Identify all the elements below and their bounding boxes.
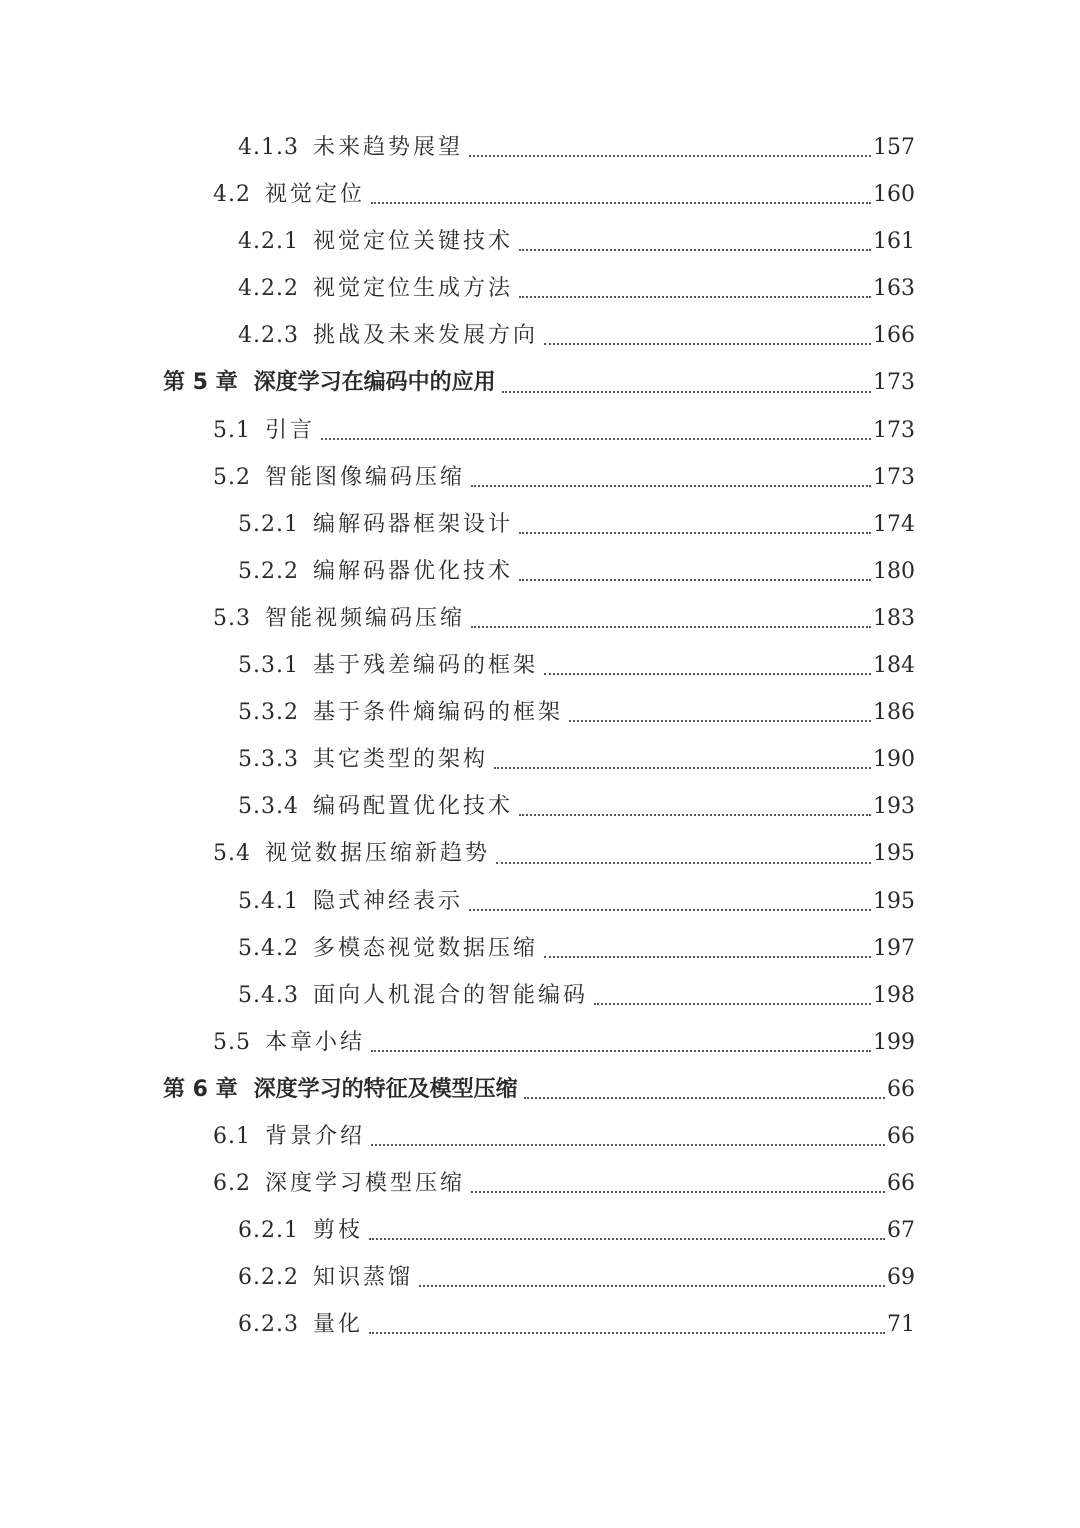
dot-leader bbox=[544, 642, 871, 689]
toc-entry-title: 未来趋势展望 bbox=[312, 135, 463, 160]
dot-leader bbox=[594, 972, 871, 1019]
dot-leader bbox=[371, 1019, 871, 1066]
toc-entry-title: 基于残差编码的框架 bbox=[312, 653, 538, 679]
toc-entry-page-number: 199 bbox=[873, 1029, 915, 1055]
toc-entry-page-number: 198 bbox=[873, 982, 915, 1008]
toc-subsection-entry bbox=[0, 1207, 1080, 1254]
toc-entry-title: 视觉数据压缩新趋势 bbox=[265, 841, 491, 867]
dot-leader bbox=[569, 689, 871, 736]
toc-subsection-entry bbox=[0, 312, 1080, 359]
dot-leader bbox=[369, 1207, 885, 1254]
toc-entry-page-number: 190 bbox=[873, 747, 915, 773]
toc-section-entry bbox=[0, 595, 1080, 642]
toc-entry-page-number: 183 bbox=[873, 605, 915, 631]
toc-section-entry bbox=[0, 1019, 1080, 1066]
toc-chapter-entry bbox=[0, 359, 1080, 406]
toc-entry-title: 知识蒸馏 bbox=[312, 1265, 413, 1291]
toc-entry-title: 其它类型的架构 bbox=[312, 747, 488, 773]
toc-section-entry bbox=[0, 1160, 1080, 1207]
toc-entry-title: 智能图像编码压缩 bbox=[265, 464, 466, 490]
dot-leader bbox=[519, 218, 871, 265]
toc-entry-title: 面向人机混合的智能编码 bbox=[312, 982, 588, 1008]
toc-entry-title: 编解码器优化技术 bbox=[312, 558, 513, 584]
toc-entry-title: 挑战及未来发展方向 bbox=[312, 323, 538, 349]
toc-entry-number: 5.3.2 bbox=[238, 700, 299, 726]
toc-entry-page-number: 66 bbox=[887, 1123, 915, 1149]
toc-entry-page-number: 195 bbox=[873, 841, 915, 867]
toc-entry-title: 多模态视觉数据压缩 bbox=[312, 935, 538, 961]
toc-entry-number: 5.3.4 bbox=[238, 794, 299, 820]
dot-leader bbox=[371, 1113, 885, 1160]
toc-entry-number: 4.2 bbox=[213, 182, 251, 208]
toc-entry-number: 5.4.3 bbox=[238, 982, 299, 1008]
toc-entry-number: 6.2.3 bbox=[238, 1312, 299, 1338]
toc-subsection-entry bbox=[0, 972, 1080, 1019]
toc-entry-title: 量化 bbox=[312, 1312, 363, 1338]
toc-subsection-entry bbox=[0, 548, 1080, 595]
toc-subsection-entry bbox=[0, 736, 1080, 783]
dot-leader bbox=[502, 359, 871, 406]
toc-entry-title: 深度学习的特征及模型压缩 bbox=[253, 1076, 518, 1102]
dot-leader bbox=[469, 124, 871, 171]
toc-entry-title: 视觉定位 bbox=[265, 182, 366, 208]
toc-entry-page-number: 67 bbox=[887, 1218, 915, 1244]
toc-entry-title: 编解码器框架设计 bbox=[312, 511, 513, 537]
dot-leader bbox=[371, 171, 871, 218]
toc-entry-number: 5.1 bbox=[213, 417, 251, 443]
dot-leader bbox=[369, 1301, 885, 1348]
toc-entry-title: 背景介绍 bbox=[265, 1123, 366, 1149]
toc-entry-number: 4.2.1 bbox=[238, 229, 299, 255]
toc-entry-page-number: 71 bbox=[887, 1312, 915, 1338]
toc-section-entry bbox=[0, 1113, 1080, 1160]
toc-entry-number: 5.3.3 bbox=[238, 747, 299, 773]
toc-entry-page-number: 186 bbox=[873, 700, 915, 726]
toc-entry-title: 引言 bbox=[265, 417, 316, 443]
toc-entry-number: 第 6 章 bbox=[163, 1076, 238, 1102]
toc-entry-page-number: 193 bbox=[873, 794, 915, 820]
toc-entry-number: 4.1.3 bbox=[238, 135, 299, 160]
dot-leader bbox=[321, 407, 871, 454]
toc-section-entry bbox=[0, 407, 1080, 454]
toc-subsection-entry bbox=[0, 925, 1080, 972]
dot-leader bbox=[471, 595, 871, 642]
toc-entry-number: 5.4 bbox=[213, 841, 251, 867]
toc-entry-title: 视觉定位关键技术 bbox=[312, 229, 513, 255]
toc-entry-page-number: 66 bbox=[887, 1171, 915, 1197]
dot-leader bbox=[471, 454, 871, 501]
dot-leader bbox=[469, 878, 871, 925]
toc-section-entry bbox=[0, 830, 1080, 877]
toc-entry-number: 4.2.3 bbox=[238, 323, 299, 349]
toc-entry-page-number: 166 bbox=[873, 323, 915, 349]
toc-subsection-entry bbox=[0, 1301, 1080, 1348]
toc-section-entry bbox=[0, 454, 1080, 501]
toc-entry-number: 5.4.2 bbox=[238, 935, 299, 961]
toc-entry-title: 视觉定位生成方法 bbox=[312, 276, 513, 302]
toc-entry-number: 5.4.1 bbox=[238, 888, 299, 914]
toc-entry-number: 5.2.1 bbox=[238, 511, 299, 537]
toc-entry-page-number: 163 bbox=[873, 276, 915, 302]
toc-chapter-entry bbox=[0, 1066, 1080, 1113]
toc-entry-title: 隐式神经表示 bbox=[312, 888, 463, 914]
dot-leader bbox=[524, 1066, 885, 1113]
toc-entry-page-number: 157 bbox=[873, 135, 915, 160]
toc-entry-number: 5.2 bbox=[213, 464, 251, 490]
toc-entry-page-number: 173 bbox=[873, 464, 915, 490]
dot-leader bbox=[519, 265, 871, 312]
dot-leader bbox=[519, 548, 871, 595]
toc-entry-title: 智能视频编码压缩 bbox=[265, 605, 466, 631]
dot-leader bbox=[419, 1254, 885, 1301]
toc-subsection-entry bbox=[0, 878, 1080, 925]
toc-entry-page-number: 180 bbox=[873, 558, 915, 584]
dot-leader bbox=[519, 501, 871, 548]
toc-entry-number: 6.2.2 bbox=[238, 1265, 299, 1291]
toc-entry-title: 剪枝 bbox=[312, 1218, 363, 1244]
toc-entry-page-number: 160 bbox=[873, 182, 915, 208]
toc-entry-number: 5.5 bbox=[213, 1029, 251, 1055]
toc-entry-page-number: 161 bbox=[873, 229, 915, 255]
table-of-contents bbox=[0, 124, 1080, 1348]
toc-subsection-entry bbox=[0, 218, 1080, 265]
toc-entry-number: 第 5 章 bbox=[163, 370, 238, 396]
toc-subsection-entry bbox=[0, 265, 1080, 312]
toc-entry-title: 基于条件熵编码的框架 bbox=[312, 700, 563, 726]
dot-leader bbox=[544, 312, 871, 359]
toc-entry-number: 5.3.1 bbox=[238, 653, 299, 679]
toc-entry-page-number: 69 bbox=[887, 1265, 915, 1291]
toc-entry-page-number: 66 bbox=[887, 1076, 915, 1102]
dot-leader bbox=[544, 925, 871, 972]
dot-leader bbox=[519, 783, 871, 830]
toc-entry-number: 5.2.2 bbox=[238, 558, 299, 584]
toc-entry-page-number: 173 bbox=[873, 417, 915, 443]
toc-entry-number: 4.2.2 bbox=[238, 276, 299, 302]
dot-leader bbox=[471, 1160, 885, 1207]
toc-subsection-entry bbox=[0, 689, 1080, 736]
dot-leader bbox=[496, 830, 871, 877]
toc-entry-number: 6.1 bbox=[213, 1123, 251, 1149]
toc-entry-page-number: 184 bbox=[873, 653, 915, 679]
toc-entry-title: 深度学习模型压缩 bbox=[265, 1171, 466, 1197]
toc-entry-page-number: 174 bbox=[873, 511, 915, 537]
toc-subsection-entry bbox=[0, 124, 1080, 171]
toc-subsection-entry bbox=[0, 1254, 1080, 1301]
toc-subsection-entry bbox=[0, 783, 1080, 830]
dot-leader bbox=[494, 736, 871, 783]
toc-section-entry bbox=[0, 171, 1080, 218]
toc-entry-number: 6.2.1 bbox=[238, 1218, 299, 1244]
toc-entry-title: 本章小结 bbox=[265, 1029, 366, 1055]
toc-entry-number: 5.3 bbox=[213, 605, 251, 631]
toc-entry-page-number: 173 bbox=[873, 370, 915, 396]
toc-subsection-entry bbox=[0, 501, 1080, 548]
toc-entry-page-number: 197 bbox=[873, 935, 915, 961]
toc-entry-title: 编码配置优化技术 bbox=[312, 794, 513, 820]
toc-entry-page-number: 195 bbox=[873, 888, 915, 914]
toc-entry-number: 6.2 bbox=[213, 1171, 251, 1197]
toc-entry-title: 深度学习在编码中的应用 bbox=[253, 370, 496, 396]
toc-subsection-entry bbox=[0, 642, 1080, 689]
